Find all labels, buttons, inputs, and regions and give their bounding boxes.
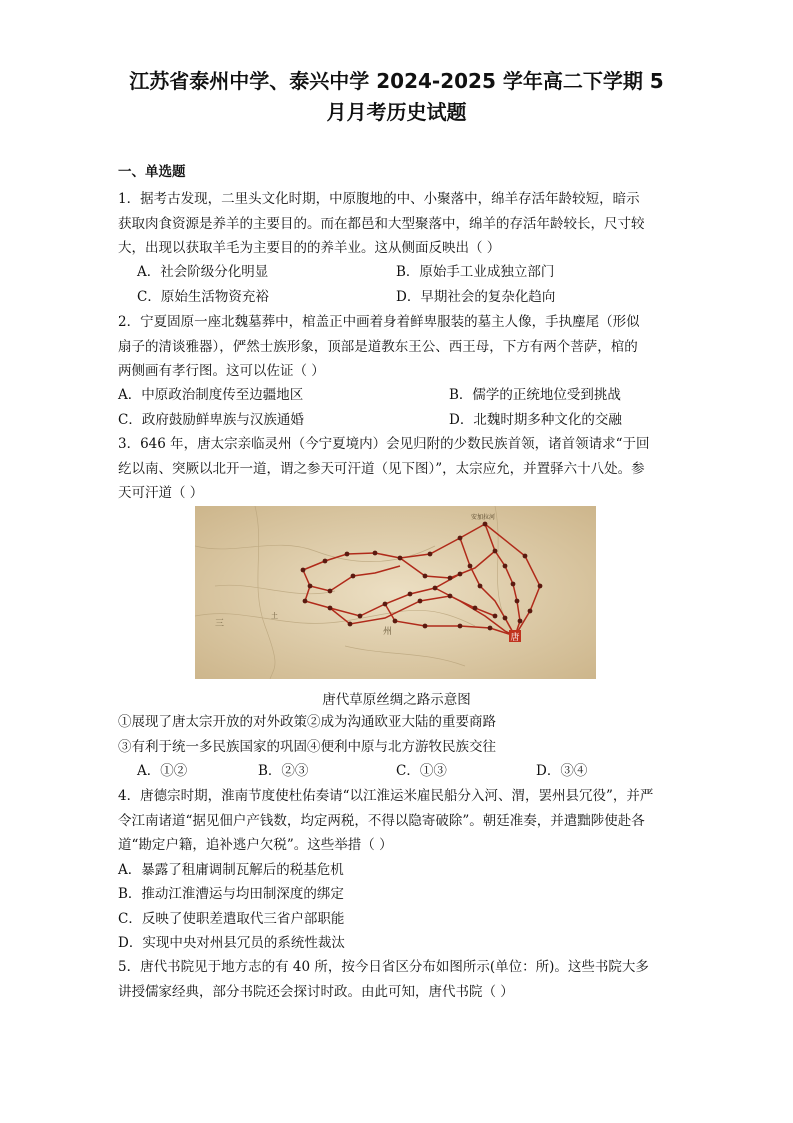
q4-option-c: C．反映了使职差遣取代三省户部职能 [118,910,345,927]
map-label-tang: 唐 [510,633,520,643]
section-heading: 一、单选题 [118,164,186,180]
question-4 [118,784,678,956]
q1-option-c: C．原始生活物资充裕 [137,289,269,305]
q3-option-c: C．①③ [396,763,447,779]
q1-line: 大，出现以获取羊毛为主要目的的养羊业。这从侧面反映出（ ） [118,240,501,256]
q2-option-b: B．儒学的正统地位受到挑战 [449,387,621,403]
map-label-zhou: 州 [383,627,393,637]
question-5 [118,955,678,1004]
q2-option-a: A．中原政治制度传至边疆地区 [118,387,304,403]
route-map-drawing [195,506,596,679]
q3-line: 天可汗道（ ） [118,485,204,501]
q5-line: 讲授儒家经典，部分书院还会探讨时政。由此可知，唐代书院（ ） [118,983,514,1000]
q2-option-c: C．政府鼓励鲜卑族与汉族通婚 [118,412,304,428]
question-2 [118,310,678,384]
title-line-1: 江苏省泰州中学、泰兴中学 2024-2025 学年高二下学期 5 [129,69,664,93]
q4-line: 道“勘定户籍，追补逃户欠税”。这些举措（ ） [118,837,393,853]
question-3 [118,432,678,506]
q3-option-b: B．②③ [258,763,309,779]
q3-statements [118,710,678,759]
q1-line: 1．据考古发现，二里头文化时期，中原腹地的中、小聚落中，绵羊存活年龄较短，暗示 [118,191,640,207]
q4-line: 4．唐德宗时期，淮南节度使杜佑奏请“以江淮运米雇民船分入河、渭，罢州县冗役”，并严 [118,788,654,804]
q4-option-d: D．实现中央对州县冗员的系统性裁汰 [118,935,345,951]
map-label-top: 安加拉河 [470,514,496,521]
q4-option-a: A．暴露了租庸调制瓦解后的税基危机 [118,861,344,878]
q1-option-b: B．原始手工业成独立部门 [396,264,555,280]
q2-option-d: D．北魏时期多种文化的交融 [449,412,622,428]
q5-line: 5．唐代书院见于地方志的有 40 所，按今日省区分布如图所示(单位：所)。这些书院大多 [118,959,649,975]
title-line-2: 月月考历史试题 [326,100,467,124]
q2-line: 扇子的清谈雅器），俨然士族形象，顶部是道教东王公、西王母，下方有两个菩萨，棺的 [118,338,638,355]
map-label-san: 三 [215,619,225,629]
q1-option-d: D．早期社会的复杂化趋向 [396,289,556,305]
q3-line: 3．646 年，唐太宗亲临灵州（今宁夏境内）会见归附的少数民族首领，诸首领请求“于回 [118,436,650,452]
q3-statement-line: ③有利于统一多民族国家的巩固④便利中原与北方游牧民族交往 [118,738,496,755]
route-map-image [195,506,596,679]
q1-line: 获取肉食资源是养羊的主要目的。而在都邑和大型聚落中，绵羊的存活年龄较长，尺寸较 [118,215,645,232]
question-1 [118,187,678,261]
map-label-tu: 土 [271,612,278,620]
q4-option-b: B．推动江淮漕运与均田制深度的绑定 [118,886,344,902]
q3-option-a: A．①② [137,763,188,779]
map-caption: 唐代草原丝绸之路示意图 [322,692,471,708]
q3-line: 纥以南、突厥以北开一道，谓之参天可汗道（见下图）”，太宗应允，并置驿六十八处。参 [118,460,645,477]
q4-line: 令江南诸道“据见佃户产钱数，均定两税，不得以隐寄破除”。朝廷准奏，并遣黜陟使赴各 [118,812,645,829]
q3-option-d: D．③④ [536,763,588,779]
q2-line: 两侧画有孝行图。这可以佐证（ ） [118,363,325,379]
q3-statement-line: ①展现了唐太宗开放的对外政策②成为沟通欧亚大陆的重要商路 [118,714,496,730]
document-title [0,66,793,128]
q2-line: 2．宁夏固原一座北魏墓葬中，棺盖正中画着身着鲜卑服装的墓主人像，手执麈尾（形似 [118,314,640,330]
q1-option-a: A．社会阶级分化明显 [137,264,269,280]
